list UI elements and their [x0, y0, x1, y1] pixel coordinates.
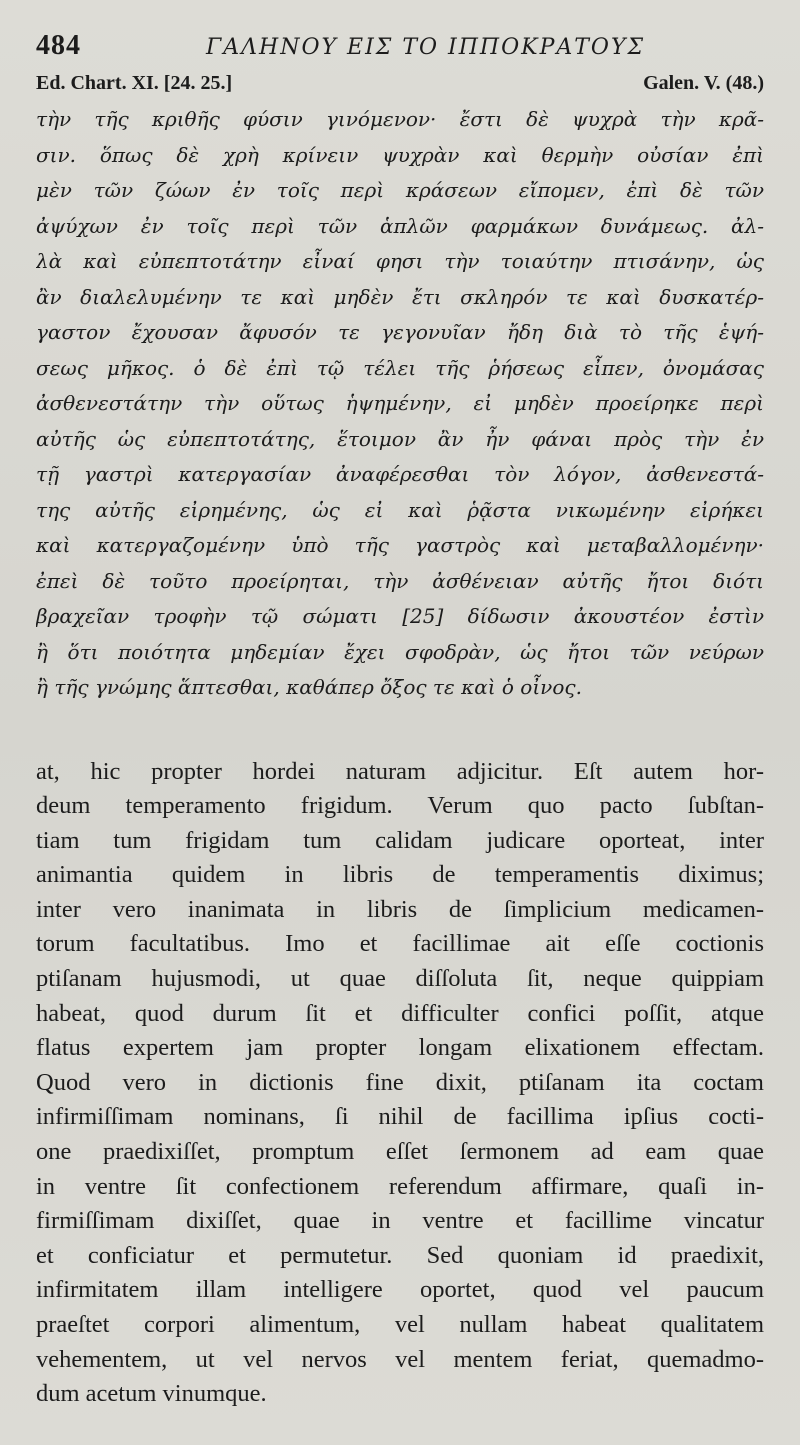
page-number: 484 — [36, 30, 81, 61]
greek-line: μὲν τῶν ζώων ἐν τοῖς περὶ κράσεων εἴπομεν, ἐπὶ δὲ τῶν — [36, 178, 764, 202]
greek-line: ἂν διαλελυμένην τε καὶ μηδὲν ἔτι σκληρόν τε καὶ δυσκατέρ- — [36, 284, 764, 309]
greek-line: σιν. ὅπως δὲ χρὴ κρίνειν ψυχρὰν καὶ θερμὴν οὐσίαν ἐπὶ — [36, 142, 764, 167]
greek-line: ἀσθενεστάτην τὴν οὕτως ἡψημένην, εἰ μηδὲν προείρηκε περὶ — [36, 391, 764, 415]
latin-line: in ventre ſit confectionem referendum affirmare, quaſi in- — [36, 1172, 764, 1200]
latin-line: dum acetum vinumque. — [36, 1380, 267, 1408]
latin-line: praeſtet corpori alimentum, vel nullam habeat qualitatem — [36, 1311, 764, 1338]
latin-line: ptiſanam hujusmodi, ut quae diſſoluta ſit, neque quippiam — [36, 965, 764, 993]
latin-line: vehementem, ut vel nervos vel mentem feriat, quemadmo- — [36, 1345, 764, 1373]
latin-line: habeat, quod durum ſit et difficulter confici poſſit, atque — [36, 999, 764, 1027]
greek-line: ἀψύχων ἐν τοῖς περὶ τῶν ἁπλῶν φαρμάκων δυνάμεως. ἀλ- — [36, 213, 764, 238]
greek-line: της αὐτῆς εἰρημένης, ὡς εἰ καὶ ῥᾷστα νικωμένην εἰρήκει — [36, 497, 764, 522]
greek-line: ἢ τῆς γνώμης ἅπτεσθαι, καθάπερ ὄξος τε καὶ ὁ οἶνος. — [36, 675, 582, 699]
latin-line: et conficiatur et permutetur. Sed quoniam id praedixit, — [36, 1241, 764, 1269]
greek-line: τῇ γαστρὶ κατεργασίαν ἀναφέρεσθαι τὸν λόγον, ἀσθενεστά- — [36, 462, 764, 486]
latin-line: flatus expertem jam propter longam elixationem effectam. — [36, 1034, 764, 1062]
latin-text-block — [36, 755, 764, 1412]
latin-line: infirmitatem illam intelligere oportet, quod vel paucum — [36, 1276, 764, 1304]
greek-line: βραχεῖαν τροφὴν τῷ σώματι [25] δίδωσιν ἀκουστέον ἐστὶν — [36, 604, 764, 628]
latin-line: inter vero inanimata in libris de ſimplicium medicamen- — [36, 895, 764, 923]
latin-line: firmiſſimam dixiſſet, quae in ventre et facillime vincatur — [36, 1207, 764, 1235]
greek-line: ἐπεὶ δὲ τοῦτο προείρηται, τὴν ἀσθένειαν αὐτῆς ἤτοι διότι — [36, 568, 764, 593]
greek-line: τὴν τῆς κριθῆς φύσιν γινόμενον· ἔστι δὲ ψυχρὰ τὴν κρᾶ- — [36, 107, 764, 131]
latin-line: tiam tum frigidam tum calidam judicare oporteat, inter — [36, 826, 764, 854]
section-gap — [36, 732, 764, 733]
greek-line: γαστον ἔχουσαν ἄφυσόν τε γεγονυῖαν ἤδη διὰ τὸ τῆς ἑψή- — [36, 320, 764, 344]
greek-line: λὰ καὶ εὐπεπτοτάτην εἶναί φησι τὴν τοιαύτην πτισάνην, ὡς — [36, 249, 764, 273]
greek-line: αὐτῆς ὡς εὐπεπτοτάτης, ἕτοιμον ἂν ἦν φάναι πρὸς τὴν ἐν — [36, 426, 764, 451]
latin-line: Quod vero in dictionis fine dixit, ptiſanam ita coctam — [36, 1068, 764, 1096]
greek-line: καὶ κατεργαζομένην ὑπὸ τῆς γαστρὸς καὶ μεταβαλλομένην· — [36, 533, 764, 557]
edition-reference-right: Galen. V. (48.) — [643, 72, 764, 94]
latin-line: one praedixiſſet, promptum eſſet ſermonem ad eam quae — [36, 1138, 764, 1166]
latin-line: deum temperamento frigidum. Verum quo pacto ſubſtan- — [36, 792, 764, 820]
running-title: ΓΑΛΗΝΟΥ ΕΙΣ ΤΟ ΙΠΠΟΚΡΑΤΟΥΣ — [206, 35, 646, 60]
latin-line: torum facultatibus. Imo et facillimae ait eſſe coctionis — [36, 930, 764, 958]
latin-line: animantia quidem in libris de temperamentis diximus; — [36, 861, 764, 889]
edition-reference-left: Ed. Chart. XI. [24. 25.] — [36, 72, 233, 94]
running-head — [36, 30, 764, 70]
greek-text-block — [36, 102, 764, 706]
greek-line: ἢ ὅτι ποιότητα μηδεμίαν ἔχει σφοδρὰν, ὡς ἤτοι τῶν νεύρων — [36, 639, 764, 664]
latin-line: infirmiſſimam nominans, ſi nihil de facillima ipſius cocti- — [36, 1103, 764, 1131]
greek-line: σεως μῆκος. ὁ δὲ ἐπὶ τῷ τέλει τῆς ῥήσεως εἶπεν, ὀνομάσας — [36, 355, 764, 380]
latin-line: at, hic propter hordei naturam adjicitur. Eſt autem hor- — [36, 757, 764, 785]
edition-reference-line — [36, 72, 764, 100]
